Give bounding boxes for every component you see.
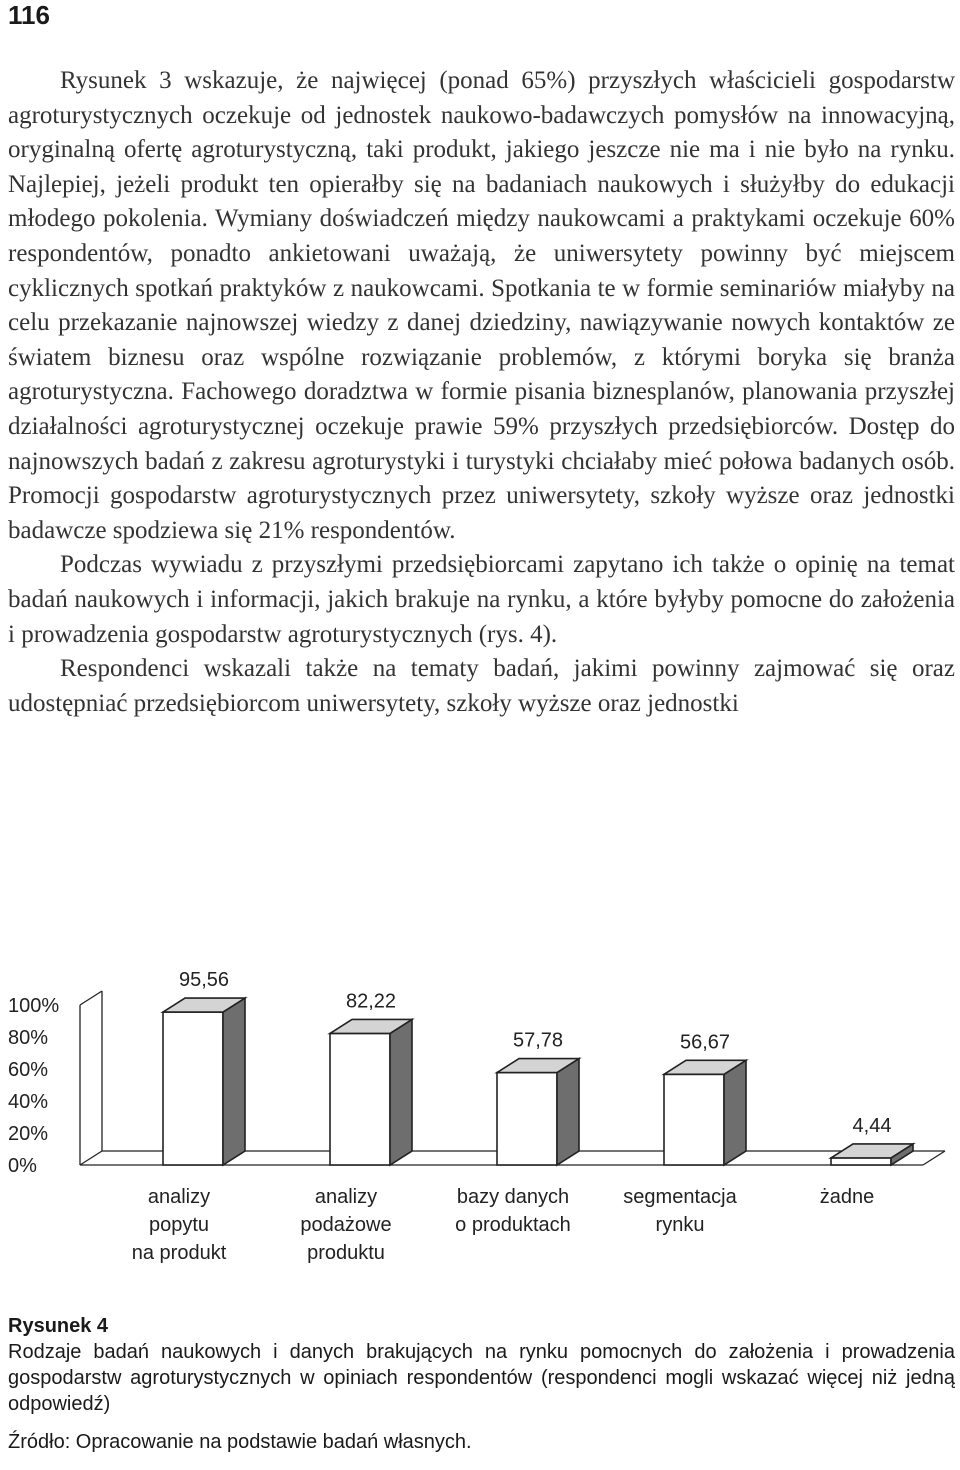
category-label: popytu (148, 1214, 210, 1236)
value-label: 95,56 (178, 969, 230, 992)
wall-left-top (80, 991, 102, 1005)
figure-label: Rysunek 4 (8, 1315, 109, 1337)
bar-chart (0, 868, 960, 1298)
category-label: analizy (314, 1186, 378, 1208)
bar-front (163, 1012, 223, 1165)
value-label: 57,78 (512, 1029, 564, 1052)
figure-source: Źródło: Opracowanie na podstawie badań własnych. (8, 1431, 472, 1453)
figure-caption (8, 1313, 955, 1455)
bar-front (497, 1073, 557, 1165)
y-tick-label: 80% (8, 1027, 49, 1049)
figure-description: Rodzaje badań naukowych i danych brakujących na rynku pomocnych do założenia i prowadzenia gospodarstw agroturystycznych w opiniach respondentów (respondenci mogli wskazać więcej niż jedną odpowiedź) (8, 1341, 955, 1415)
category-label: podażowe (300, 1214, 392, 1236)
bar (664, 1060, 746, 1165)
paragraph-2: Podczas wywiadu z przyszłymi przedsiębiorcami zapytano ich także o opinię na temat badań naukowych i informacji, jakich brakuje na rynku, a które byłyby pomocne do założenia i prowadzenia gospodarstw agroturystycznych (rys. 4). (8, 551, 955, 648)
bar (163, 998, 245, 1165)
bar (831, 1144, 913, 1165)
paragraph-1: Rysunek 3 wskazuje, że najwięcej (ponad 65%) przyszłych właścicieli gospodarstw agroturystycznych oczekuje od jednostek naukowo-badawczych pomysłów na innowacyjną, oryginalną ofertę agroturystyczną, taki produkt, jakiego jeszcze nie ma i nie było na rynku. Najlepiej, jeżeli produkt ten opierałby się na badaniach naukowych i służyłby do edukacji młodego pokolenia. Wymiany doświadczeń między naukowcami a praktykami oczekuje 60% respondentów, ponadto ankietowani uważają, że uniwersytety powinny być miejscem cyklicznych spotkań praktyków z naukowcami. Spotkania te w formie seminariów miałyby na celu przekazanie najnowszej wiedzy z danej dziedziny, nawiązywanie nowych kontaktów ze światem biznesu oraz wspólne rozwiązanie problemów, z którymi boryka się branża agroturystyczna. Fachowego doradztwa w formie pisania biznesplanów, planowania przyszłej działalności agroturystycznej oczekuje prawie 59% przyszłych przedsiębiorców. Dostęp do najnowszych badań z zakresu agroturystyki i turystyki chciałaby mieć połowa badanych osób. Promocji gospodarstw agroturystycznych przez uniwersytety, szkoły wyższe oraz jednostki badawcze spodziewa się 21% respondentów. (8, 67, 955, 544)
bar-side (557, 1059, 579, 1165)
y-tick-label: 60% (8, 1059, 49, 1081)
paragraph-3: Respondenci wskazali także na tematy badań, jakimi powinny zajmować się oraz udostępniać przedsiębiorcom uniwersytety, szkoły wyższe oraz jednostki (8, 655, 955, 717)
value-label: 56,67 (679, 1031, 731, 1054)
body-text (8, 64, 955, 721)
bar-side (724, 1060, 746, 1165)
bar (497, 1059, 579, 1165)
floor-right-edge (923, 1151, 945, 1165)
value-label: 82,22 (345, 990, 397, 1013)
category-label: segmentacja (623, 1186, 737, 1208)
bar-front (831, 1158, 891, 1165)
bar-front (330, 1033, 390, 1165)
category-label: produktu (307, 1242, 385, 1264)
y-tick-label: 40% (8, 1091, 49, 1113)
bar (330, 1019, 412, 1165)
floor-left-edge (80, 1151, 102, 1165)
category-labels (132, 1186, 875, 1264)
y-axis-ticks (8, 995, 59, 1177)
value-label: 4,44 (852, 1114, 892, 1137)
y-tick-label: 100% (8, 995, 60, 1017)
category-label: rynku (655, 1214, 705, 1236)
page-number: 116 (8, 0, 50, 30)
y-tick-label: 0% (8, 1155, 37, 1177)
category-label: żadne (819, 1186, 875, 1208)
category-label: analizy (147, 1186, 211, 1208)
y-tick-label: 20% (8, 1123, 49, 1145)
bar-side (223, 998, 245, 1165)
category-label: o produktach (455, 1214, 571, 1236)
category-label: na produkt (131, 1242, 227, 1264)
bar-side (390, 1019, 412, 1165)
bar-front (664, 1074, 724, 1165)
chart-bars (163, 998, 913, 1165)
category-label: bazy danych (456, 1186, 570, 1208)
